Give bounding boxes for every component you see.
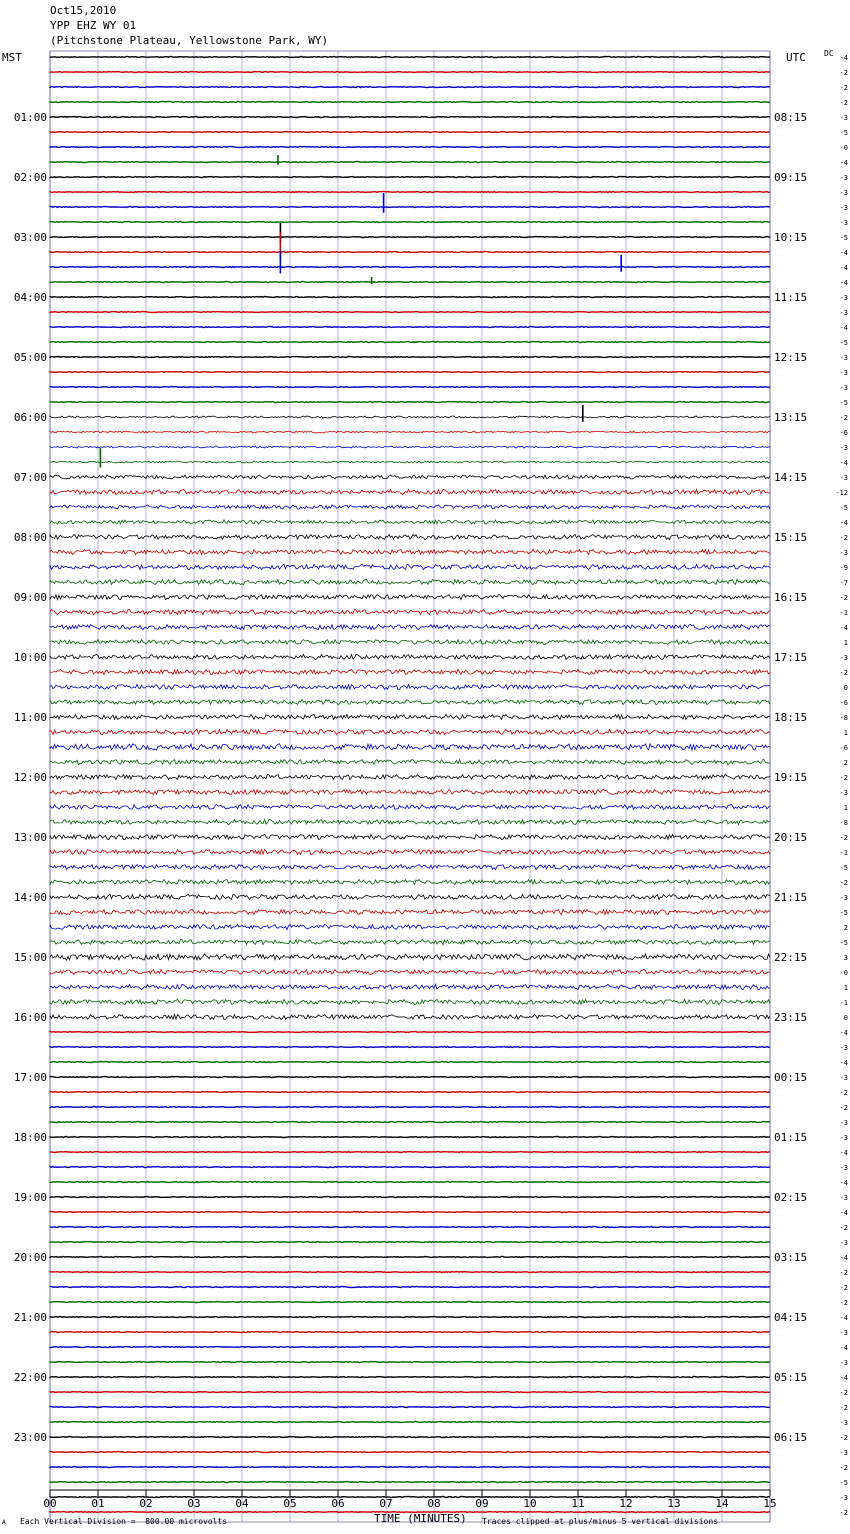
trace-row-69 xyxy=(50,1092,770,1093)
dc-offset-label: -1 xyxy=(839,999,848,1007)
trace-row-30 xyxy=(50,505,770,509)
utc-hour-label: 05:15 xyxy=(774,1371,808,1384)
mst-hour-label: 14:00 xyxy=(13,891,47,904)
dc-offset-label: -2 xyxy=(839,1224,848,1232)
dc-offset-label: -12 xyxy=(835,489,848,497)
trace-row-65 xyxy=(50,1032,770,1033)
trace-row-81 xyxy=(50,1272,770,1273)
dc-offset-label: -2 xyxy=(839,1104,848,1112)
trace-row-8 xyxy=(50,177,770,178)
dc-offset-label: -2 xyxy=(839,594,848,602)
trace-row-66 xyxy=(50,1047,770,1048)
trace-row-86 xyxy=(50,1347,770,1348)
trace-row-29 xyxy=(50,489,770,494)
trace-row-4 xyxy=(50,117,770,118)
dc-offset-label: -4 xyxy=(839,249,848,257)
trace-row-33 xyxy=(50,549,770,554)
dc-offset-label: -2 xyxy=(839,1269,848,1277)
dc-offset-label: -2 xyxy=(839,669,848,677)
dc-offset-label: -3 xyxy=(839,894,848,902)
dc-offset-label: -4 xyxy=(839,459,848,467)
trace-row-82 xyxy=(50,1287,770,1288)
utc-hour-label: 15:15 xyxy=(774,531,808,544)
dc-offset-label: -6 xyxy=(839,699,848,707)
dc-offset-label: -4 xyxy=(839,1059,848,1067)
trace-row-7 xyxy=(50,162,770,163)
trace-row-79 xyxy=(50,1242,770,1243)
dc-offset-label: -3 xyxy=(839,1494,848,1502)
dc-offset-label: -2 xyxy=(839,414,848,422)
mst-label: MST xyxy=(2,51,22,64)
utc-hour-label: 16:15 xyxy=(774,591,808,604)
dc-offset-label: -4 xyxy=(839,1314,848,1322)
utc-hour-label: 08:15 xyxy=(774,111,808,124)
dc-offset-label: -6 xyxy=(839,429,848,437)
dc-offset-label: -3 xyxy=(839,789,848,797)
hour-labels xyxy=(14,54,848,1517)
mst-hour-label: 02:00 xyxy=(13,171,47,184)
dc-offset-label: -4 xyxy=(839,159,848,167)
dc-offset-label: -5 xyxy=(839,129,848,137)
trace-row-44 xyxy=(50,714,770,719)
trace-row-92 xyxy=(50,1437,770,1438)
dc-offset-label: -2 xyxy=(839,1434,848,1442)
trace-row-43 xyxy=(50,700,770,705)
utc-hour-label: 01:15 xyxy=(774,1131,808,1144)
trace-row-54 xyxy=(50,865,770,870)
utc-hour-label: 12:15 xyxy=(774,351,808,364)
trace-row-76 xyxy=(50,1197,770,1198)
trace-row-53 xyxy=(50,849,770,854)
utc-hour-label: 11:15 xyxy=(774,291,808,304)
trace-row-68 xyxy=(50,1077,770,1078)
dc-offset-label: -5 xyxy=(839,939,848,947)
dc-offset-label: -8 xyxy=(839,819,848,827)
trace-row-31 xyxy=(50,520,770,524)
dc-offset-label: -3 xyxy=(839,1194,848,1202)
dc-offset-label: -4 xyxy=(839,1254,848,1262)
dc-offset-label: 1 xyxy=(843,729,848,737)
dc-offset-label: -2 xyxy=(839,879,848,887)
trace-row-71 xyxy=(50,1122,770,1123)
trace-row-23 xyxy=(50,402,770,403)
dc-offset-label: -3 xyxy=(839,1239,848,1247)
dc-offset-label: -3 xyxy=(839,204,848,212)
dc-offset-label: -2 xyxy=(839,834,848,842)
trace-row-67 xyxy=(50,1062,770,1063)
mst-hour-label: 08:00 xyxy=(13,531,47,544)
trace-row-75 xyxy=(50,1182,770,1183)
utc-hour-label: 00:15 xyxy=(774,1071,808,1084)
x-tick-label: 05 xyxy=(283,1497,297,1510)
dc-offset-label: 1 xyxy=(843,984,848,992)
dc-offset-label: -4 xyxy=(839,1374,848,1382)
dc-offset-label: 1 xyxy=(843,639,848,647)
utc-hour-label: 23:15 xyxy=(774,1011,808,1024)
utc-hour-label: 06:15 xyxy=(774,1431,808,1444)
trace-row-24 xyxy=(50,416,770,418)
trace-row-57 xyxy=(50,909,770,914)
trace-row-21 xyxy=(50,372,770,373)
trace-row-56 xyxy=(50,894,770,899)
trace-row-61 xyxy=(50,969,770,974)
trace-row-41 xyxy=(50,669,770,674)
dc-offset-label: -2 xyxy=(839,1089,848,1097)
dc-offset-label: 2 xyxy=(843,924,848,932)
utc-hour-label: 13:15 xyxy=(774,411,808,424)
dc-offset-label: -4 xyxy=(839,519,848,527)
dc-offset-label: 3 xyxy=(843,954,848,962)
dc-offset-label: -2 xyxy=(839,1389,848,1397)
mst-hour-label: 11:00 xyxy=(13,711,47,724)
dc-offset-label: -3 xyxy=(839,369,848,377)
dc-offset-label: -3 xyxy=(839,1329,848,1337)
dc-offset-label: 1 xyxy=(843,804,848,812)
x-tick-label: 09 xyxy=(475,1497,489,1510)
utc-hour-label: 20:15 xyxy=(774,831,808,844)
trace-row-16 xyxy=(50,297,770,298)
trace-row-32 xyxy=(50,535,770,540)
trace-row-11 xyxy=(50,222,770,223)
trace-row-80 xyxy=(50,1257,770,1258)
trace-row-55 xyxy=(50,879,770,884)
trace-row-58 xyxy=(50,925,770,930)
trace-row-13 xyxy=(50,252,770,253)
trace-row-60 xyxy=(50,954,770,960)
dc-offset-label: -4 xyxy=(839,1209,848,1217)
trace-group xyxy=(50,57,770,1513)
dc-offset-label: -5 xyxy=(839,1479,848,1487)
x-tick-label: 06 xyxy=(331,1497,345,1510)
dc-offset-label: -5 xyxy=(839,339,848,347)
trace-row-39 xyxy=(50,640,770,645)
trace-row-59 xyxy=(50,940,770,945)
x-tick-label: 11 xyxy=(571,1497,585,1510)
dc-offset-label: 0 xyxy=(843,684,848,692)
trace-row-6 xyxy=(50,147,770,148)
x-tick-label: 10 xyxy=(523,1497,537,1510)
x-tick-label: 08 xyxy=(427,1497,441,1510)
trace-row-89 xyxy=(50,1392,770,1393)
trace-row-50 xyxy=(50,804,770,809)
trace-row-64 xyxy=(50,1015,770,1020)
trace-row-25 xyxy=(50,431,770,433)
dc-offset-label: -4 xyxy=(839,624,848,632)
mst-hour-label: 06:00 xyxy=(13,411,47,424)
trace-row-49 xyxy=(50,789,770,794)
mst-hour-label: 23:00 xyxy=(13,1431,47,1444)
dc-offset-label: -3 xyxy=(839,384,848,392)
dc-offset-label: -3 xyxy=(839,1074,848,1082)
trace-row-9 xyxy=(50,192,770,193)
dc-offset-label: -0 xyxy=(839,969,848,977)
trace-row-26 xyxy=(50,446,770,448)
dc-offset-label: -4 xyxy=(839,1344,848,1352)
dc-offset-label: -3 xyxy=(839,1134,848,1142)
dc-offset-label: -2 xyxy=(839,1464,848,1472)
mst-hour-label: 16:00 xyxy=(13,1011,47,1024)
utc-hour-label: 09:15 xyxy=(774,171,808,184)
trace-row-85 xyxy=(50,1332,770,1333)
trace-row-94 xyxy=(50,1467,770,1468)
x-tick-label: 07 xyxy=(379,1497,393,1510)
dc-offset-label: -5 xyxy=(839,909,848,917)
x-tick-label: 04 xyxy=(235,1497,249,1510)
x-tick-label: 02 xyxy=(139,1497,153,1510)
mst-hour-label: 21:00 xyxy=(13,1311,47,1324)
dc-offset-label: -3 xyxy=(839,654,848,662)
dc-offset-label: -5 xyxy=(839,399,848,407)
utc-hour-label: 14:15 xyxy=(774,471,808,484)
trace-row-17 xyxy=(50,312,770,313)
trace-row-84 xyxy=(50,1317,770,1318)
dc-offset-label: -3 xyxy=(839,1119,848,1127)
utc-hour-label: 10:15 xyxy=(774,231,808,244)
x-tick-label: 13 xyxy=(667,1497,681,1510)
trace-row-62 xyxy=(50,984,770,989)
trace-row-20 xyxy=(50,357,770,358)
trace-row-40 xyxy=(50,654,770,659)
dc-offset-label: -2 xyxy=(839,1299,848,1307)
mst-hour-label: 20:00 xyxy=(13,1251,47,1264)
dc-offset-label: -3 xyxy=(839,174,848,182)
scale-note: Each Vertical Division = 800.00 microvolts xyxy=(20,1517,228,1526)
dc-offset-label: -4 xyxy=(839,54,848,62)
dc-offset-label: -3 xyxy=(839,1359,848,1367)
utc-hour-label: 02:15 xyxy=(774,1191,808,1204)
station-label: YPP EHZ WY 01 xyxy=(50,19,137,32)
trace-row-14 xyxy=(50,267,770,268)
mst-hour-label: 01:00 xyxy=(13,111,47,124)
dc-offset-label: -2 xyxy=(839,84,848,92)
trace-row-96 xyxy=(50,1497,770,1498)
mst-hour-label: 18:00 xyxy=(13,1131,47,1144)
mst-hour-label: 03:00 xyxy=(13,231,47,244)
dc-offset-label: -2 xyxy=(839,534,848,542)
trace-row-63 xyxy=(50,999,770,1004)
dc-offset-label: -4 xyxy=(839,1149,848,1157)
dc-offset-label: 2 xyxy=(843,759,848,767)
mst-hour-label: 22:00 xyxy=(13,1371,47,1384)
trace-row-73 xyxy=(50,1152,770,1153)
trace-row-74 xyxy=(50,1167,770,1168)
x-tick-label: 01 xyxy=(91,1497,105,1510)
trace-row-12 xyxy=(50,237,770,238)
mst-hour-label: 07:00 xyxy=(13,471,47,484)
mst-hour-label: 13:00 xyxy=(13,831,47,844)
trace-row-15 xyxy=(50,282,770,283)
dc-offset-label: -4 xyxy=(839,264,848,272)
dc-offset-label: -4 xyxy=(839,324,848,332)
dc-offset-label: -1 xyxy=(839,849,848,857)
trace-row-38 xyxy=(50,624,770,629)
mst-hour-label: 10:00 xyxy=(13,651,47,664)
dc-offset-label: -5 xyxy=(839,864,848,872)
mst-hour-label: 09:00 xyxy=(13,591,47,604)
date-label: Oct15,2010 xyxy=(50,4,117,17)
trace-row-91 xyxy=(50,1422,770,1423)
dc-offset-label: -3 xyxy=(839,1419,848,1427)
trace-row-0 xyxy=(50,57,770,58)
x-axis-title: TIME (MINUTES) xyxy=(374,1512,467,1525)
utc-label: UTC xyxy=(786,51,806,64)
trace-row-48 xyxy=(50,775,770,780)
dc-offset-label: -3 xyxy=(839,189,848,197)
dc-offset-label: -7 xyxy=(839,579,848,587)
trace-row-22 xyxy=(50,387,770,388)
utc-hour-label: 03:15 xyxy=(774,1251,808,1264)
footer-marker: A xyxy=(2,1519,6,1526)
dc-offset-label: -3 xyxy=(839,294,848,302)
dc-offset-label: -3 xyxy=(839,309,848,317)
utc-hour-label: 19:15 xyxy=(774,771,808,784)
dc-offset-label: -1 xyxy=(839,609,848,617)
dc-offset-label: -4 xyxy=(839,1179,848,1187)
utc-hour-label: 22:15 xyxy=(774,951,808,964)
dc-offset-label: -2 xyxy=(839,774,848,782)
dc-offset-label: -5 xyxy=(839,234,848,242)
trace-row-52 xyxy=(50,834,770,839)
x-tick-label: 12 xyxy=(619,1497,633,1510)
mst-hour-label: 05:00 xyxy=(13,351,47,364)
dc-offset-label: -2 xyxy=(839,99,848,107)
trace-row-83 xyxy=(50,1302,770,1303)
trace-row-10 xyxy=(50,207,770,208)
trace-row-46 xyxy=(50,744,770,750)
utc-hour-label: 17:15 xyxy=(774,651,808,664)
x-tick-label: 14 xyxy=(715,1497,729,1510)
trace-row-34 xyxy=(50,564,770,569)
trace-row-19 xyxy=(50,342,770,343)
trace-row-87 xyxy=(50,1362,770,1363)
trace-row-95 xyxy=(50,1482,770,1483)
trace-row-1 xyxy=(50,72,770,73)
trace-row-35 xyxy=(50,579,770,584)
dc-offset-label: -3 xyxy=(839,114,848,122)
dc-offset-label: -3 xyxy=(839,219,848,227)
trace-row-42 xyxy=(50,684,770,689)
trace-row-45 xyxy=(50,729,770,734)
trace-row-47 xyxy=(50,760,770,765)
dc-label: DC xyxy=(824,49,834,58)
dc-offset-label: -3 xyxy=(839,444,848,452)
x-tick-label: 03 xyxy=(187,1497,201,1510)
dc-offset-label: -9 xyxy=(839,564,848,572)
trace-row-77 xyxy=(50,1212,770,1213)
trace-row-5 xyxy=(50,132,770,133)
trace-row-37 xyxy=(50,610,770,615)
dc-offset-label: -2 xyxy=(839,1404,848,1412)
trace-row-28 xyxy=(50,475,770,479)
clip-note: Traces clipped at plus/minus 5 vertical divisions xyxy=(482,1517,719,1526)
trace-row-78 xyxy=(50,1227,770,1228)
dc-offset-label: -3 xyxy=(839,549,848,557)
trace-row-88 xyxy=(50,1377,770,1378)
dc-offset-label: -6 xyxy=(839,744,848,752)
time-axis xyxy=(43,1490,776,1510)
trace-row-3 xyxy=(50,102,770,103)
dc-offset-label: -3 xyxy=(839,1044,848,1052)
utc-hour-label: 04:15 xyxy=(774,1311,808,1324)
mst-hour-label: 19:00 xyxy=(13,1191,47,1204)
trace-row-36 xyxy=(50,595,770,600)
mst-hour-label: 17:00 xyxy=(13,1071,47,1084)
x-tick-label: 15 xyxy=(763,1497,777,1510)
trace-row-90 xyxy=(50,1407,770,1408)
dc-offset-label: -3 xyxy=(839,1449,848,1457)
trace-row-27 xyxy=(50,461,770,463)
dc-offset-label: -3 xyxy=(839,354,848,362)
mst-hour-label: 15:00 xyxy=(13,951,47,964)
dc-offset-label: -4 xyxy=(839,279,848,287)
trace-row-70 xyxy=(50,1107,770,1108)
dc-offset-label: -2 xyxy=(839,1284,848,1292)
utc-hour-label: 21:15 xyxy=(774,891,808,904)
dc-offset-label: -2 xyxy=(839,69,848,77)
utc-hour-label: 18:15 xyxy=(774,711,808,724)
dc-offset-label: -0 xyxy=(839,144,848,152)
mst-hour-label: 12:00 xyxy=(13,771,47,784)
dc-offset-label: -2 xyxy=(839,1509,848,1517)
dc-offset-label: -3 xyxy=(839,474,848,482)
dc-offset-label: -4 xyxy=(839,1029,848,1037)
dc-offset-label: -5 xyxy=(839,504,848,512)
mst-hour-label: 04:00 xyxy=(13,291,47,304)
trace-row-93 xyxy=(50,1452,770,1453)
trace-row-18 xyxy=(50,327,770,328)
dc-offset-label: -8 xyxy=(839,714,848,722)
x-tick-label: 00 xyxy=(43,1497,57,1510)
trace-row-72 xyxy=(50,1137,770,1138)
trace-row-2 xyxy=(50,87,770,88)
location-label: (Pitchstone Plateau, Yellowstone Park, WY) xyxy=(50,34,329,47)
dc-offset-label: -3 xyxy=(839,1164,848,1172)
dc-offset-label: 0 xyxy=(843,1014,848,1022)
trace-row-51 xyxy=(50,819,770,824)
